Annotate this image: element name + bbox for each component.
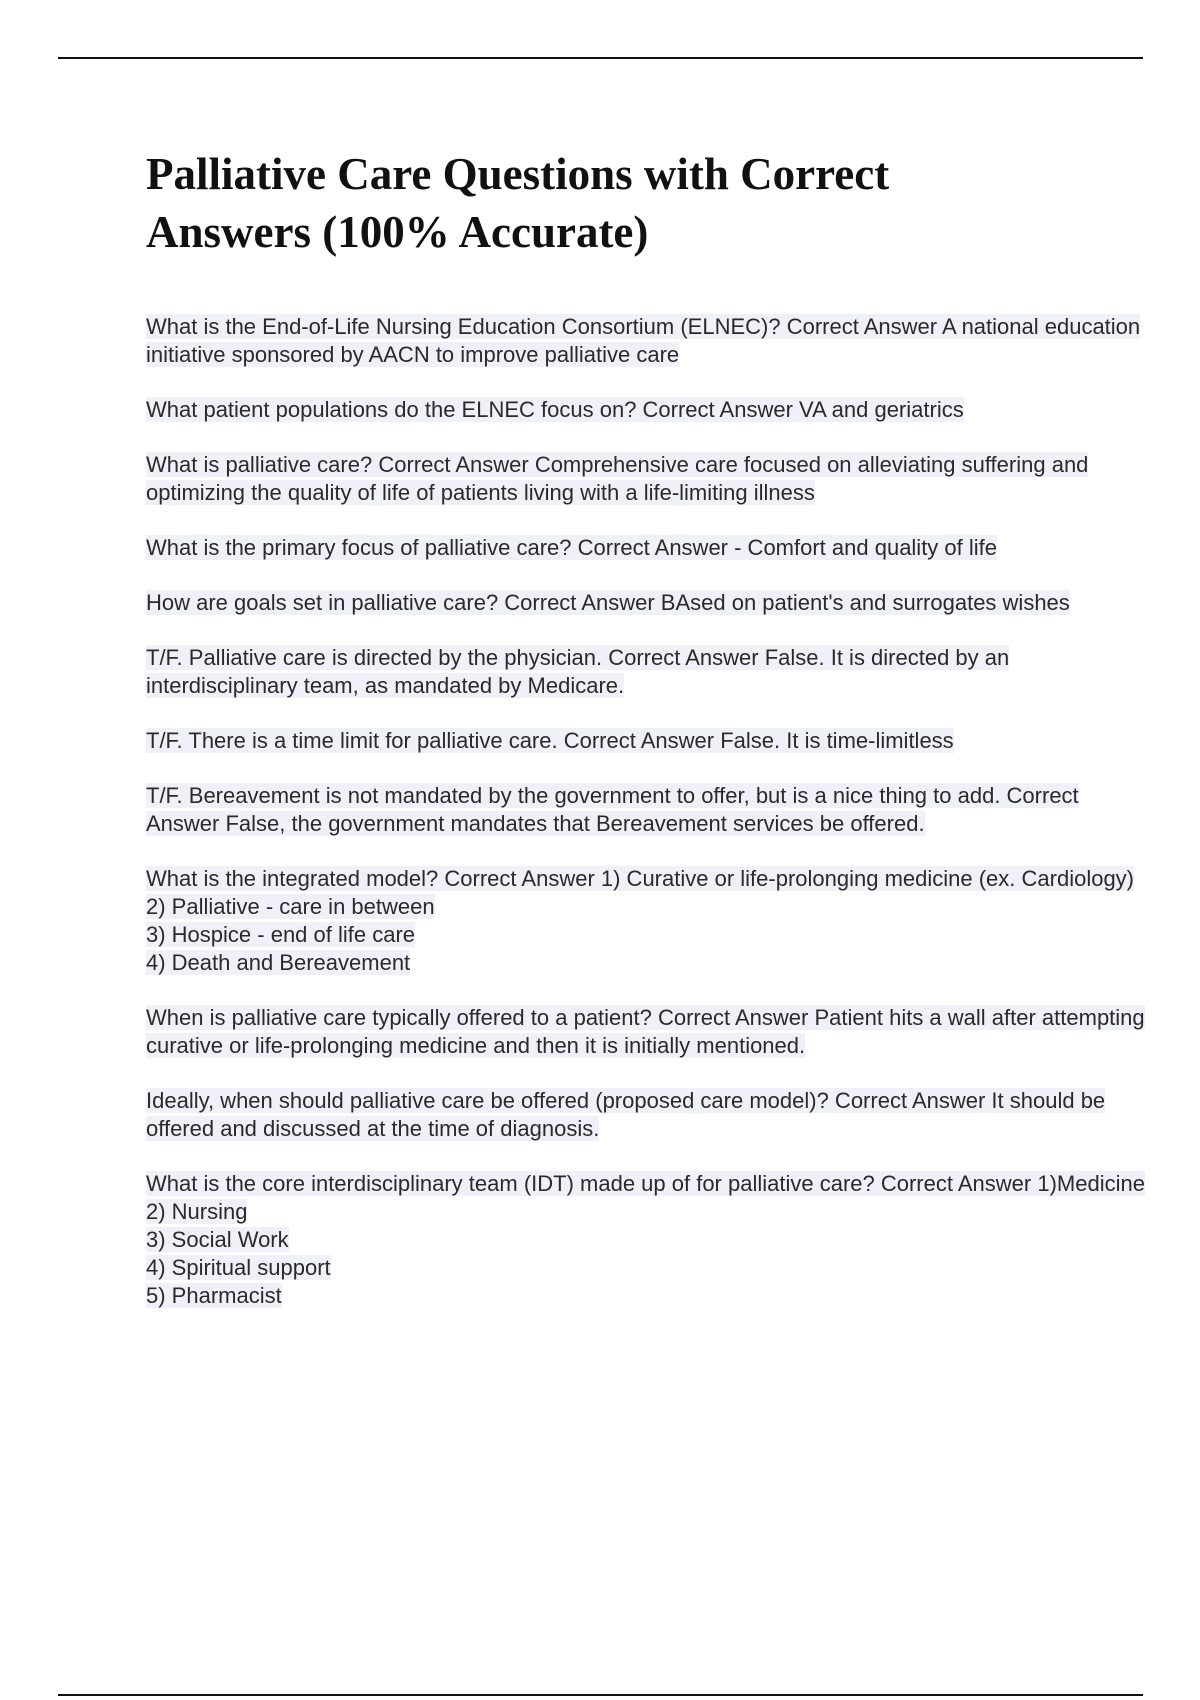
qa-list: [146, 313, 1146, 1310]
qa-text: How are goals set in palliative care? Correct Answer BAsed on patient's and surrogates wishes: [146, 590, 1070, 615]
qa-text: Ideally, when should palliative care be offered (proposed care model)? Correct Answer It should be offered and discussed at the time of diagnosis.: [146, 1088, 1106, 1141]
qa-item-directed-by: [146, 644, 1146, 700]
qa-text: T/F. There is a time limit for palliative care. Correct Answer False. It is time-limitless: [146, 728, 954, 753]
document-body: [146, 145, 1146, 1337]
qa-item-definition: [146, 451, 1146, 507]
qa-text: What is the core interdisciplinary team (IDT) made up of for palliative care? Correct Answer 1)Medicine 2) Nursing 3) Social Work 4) Spiritual support 5) Pharmacist: [146, 1171, 1145, 1308]
qa-item-integrated-model: [146, 865, 1146, 977]
qa-text: T/F. Bereavement is not mandated by the government to offer, but is a nice thing to add. Correct Answer False, the government mandates that Bereavement services be offered.: [146, 783, 1079, 836]
top-rule: [58, 57, 1143, 59]
qa-item-elnec: [146, 313, 1146, 369]
qa-text: What is the integrated model? Correct Answer 1) Curative or life-prolonging medicine (ex. Cardiology) 2) Palliative - care in between 3) Hospice - end of life care 4) Death and Bereavement: [146, 866, 1135, 975]
qa-item-goals: [146, 589, 1146, 617]
qa-item-primary-focus: [146, 534, 1146, 562]
qa-text: T/F. Palliative care is directed by the physician. Correct Answer False. It is directed by an interdisciplinary team, as mandated by Medicare.: [146, 645, 1010, 698]
qa-item-bereavement: [146, 782, 1146, 838]
qa-text: What is palliative care? Correct Answer Comprehensive care focused on alleviating suffering and optimizing the quality of life of patients living with a life-limiting illness: [146, 452, 1089, 505]
page-title: Palliative Care Questions with Correct Answers (100% Accurate): [146, 149, 890, 257]
qa-item-ideal-offer: [146, 1087, 1146, 1143]
qa-text: When is palliative care typically offered to a patient? Correct Answer Patient hits a wall after attempting curative or life-prolonging medicine and then it is initially mentioned.: [146, 1005, 1145, 1058]
qa-text: What is the End-of-Life Nursing Education Consortium (ELNEC)? Correct Answer A national education initiative sponsored by AACN to improve palliative care: [146, 314, 1141, 367]
qa-item-time-limit: [146, 727, 1146, 755]
qa-item-populations: [146, 396, 1146, 424]
qa-text: What patient populations do the ELNEC focus on? Correct Answer VA and geriatrics: [146, 397, 964, 422]
qa-item-typical-offer: [146, 1004, 1146, 1060]
qa-text: What is the primary focus of palliative care? Correct Answer - Comfort and quality of life: [146, 535, 998, 560]
qa-item-core-idt: [146, 1170, 1146, 1310]
bottom-rule: [58, 1694, 1143, 1696]
